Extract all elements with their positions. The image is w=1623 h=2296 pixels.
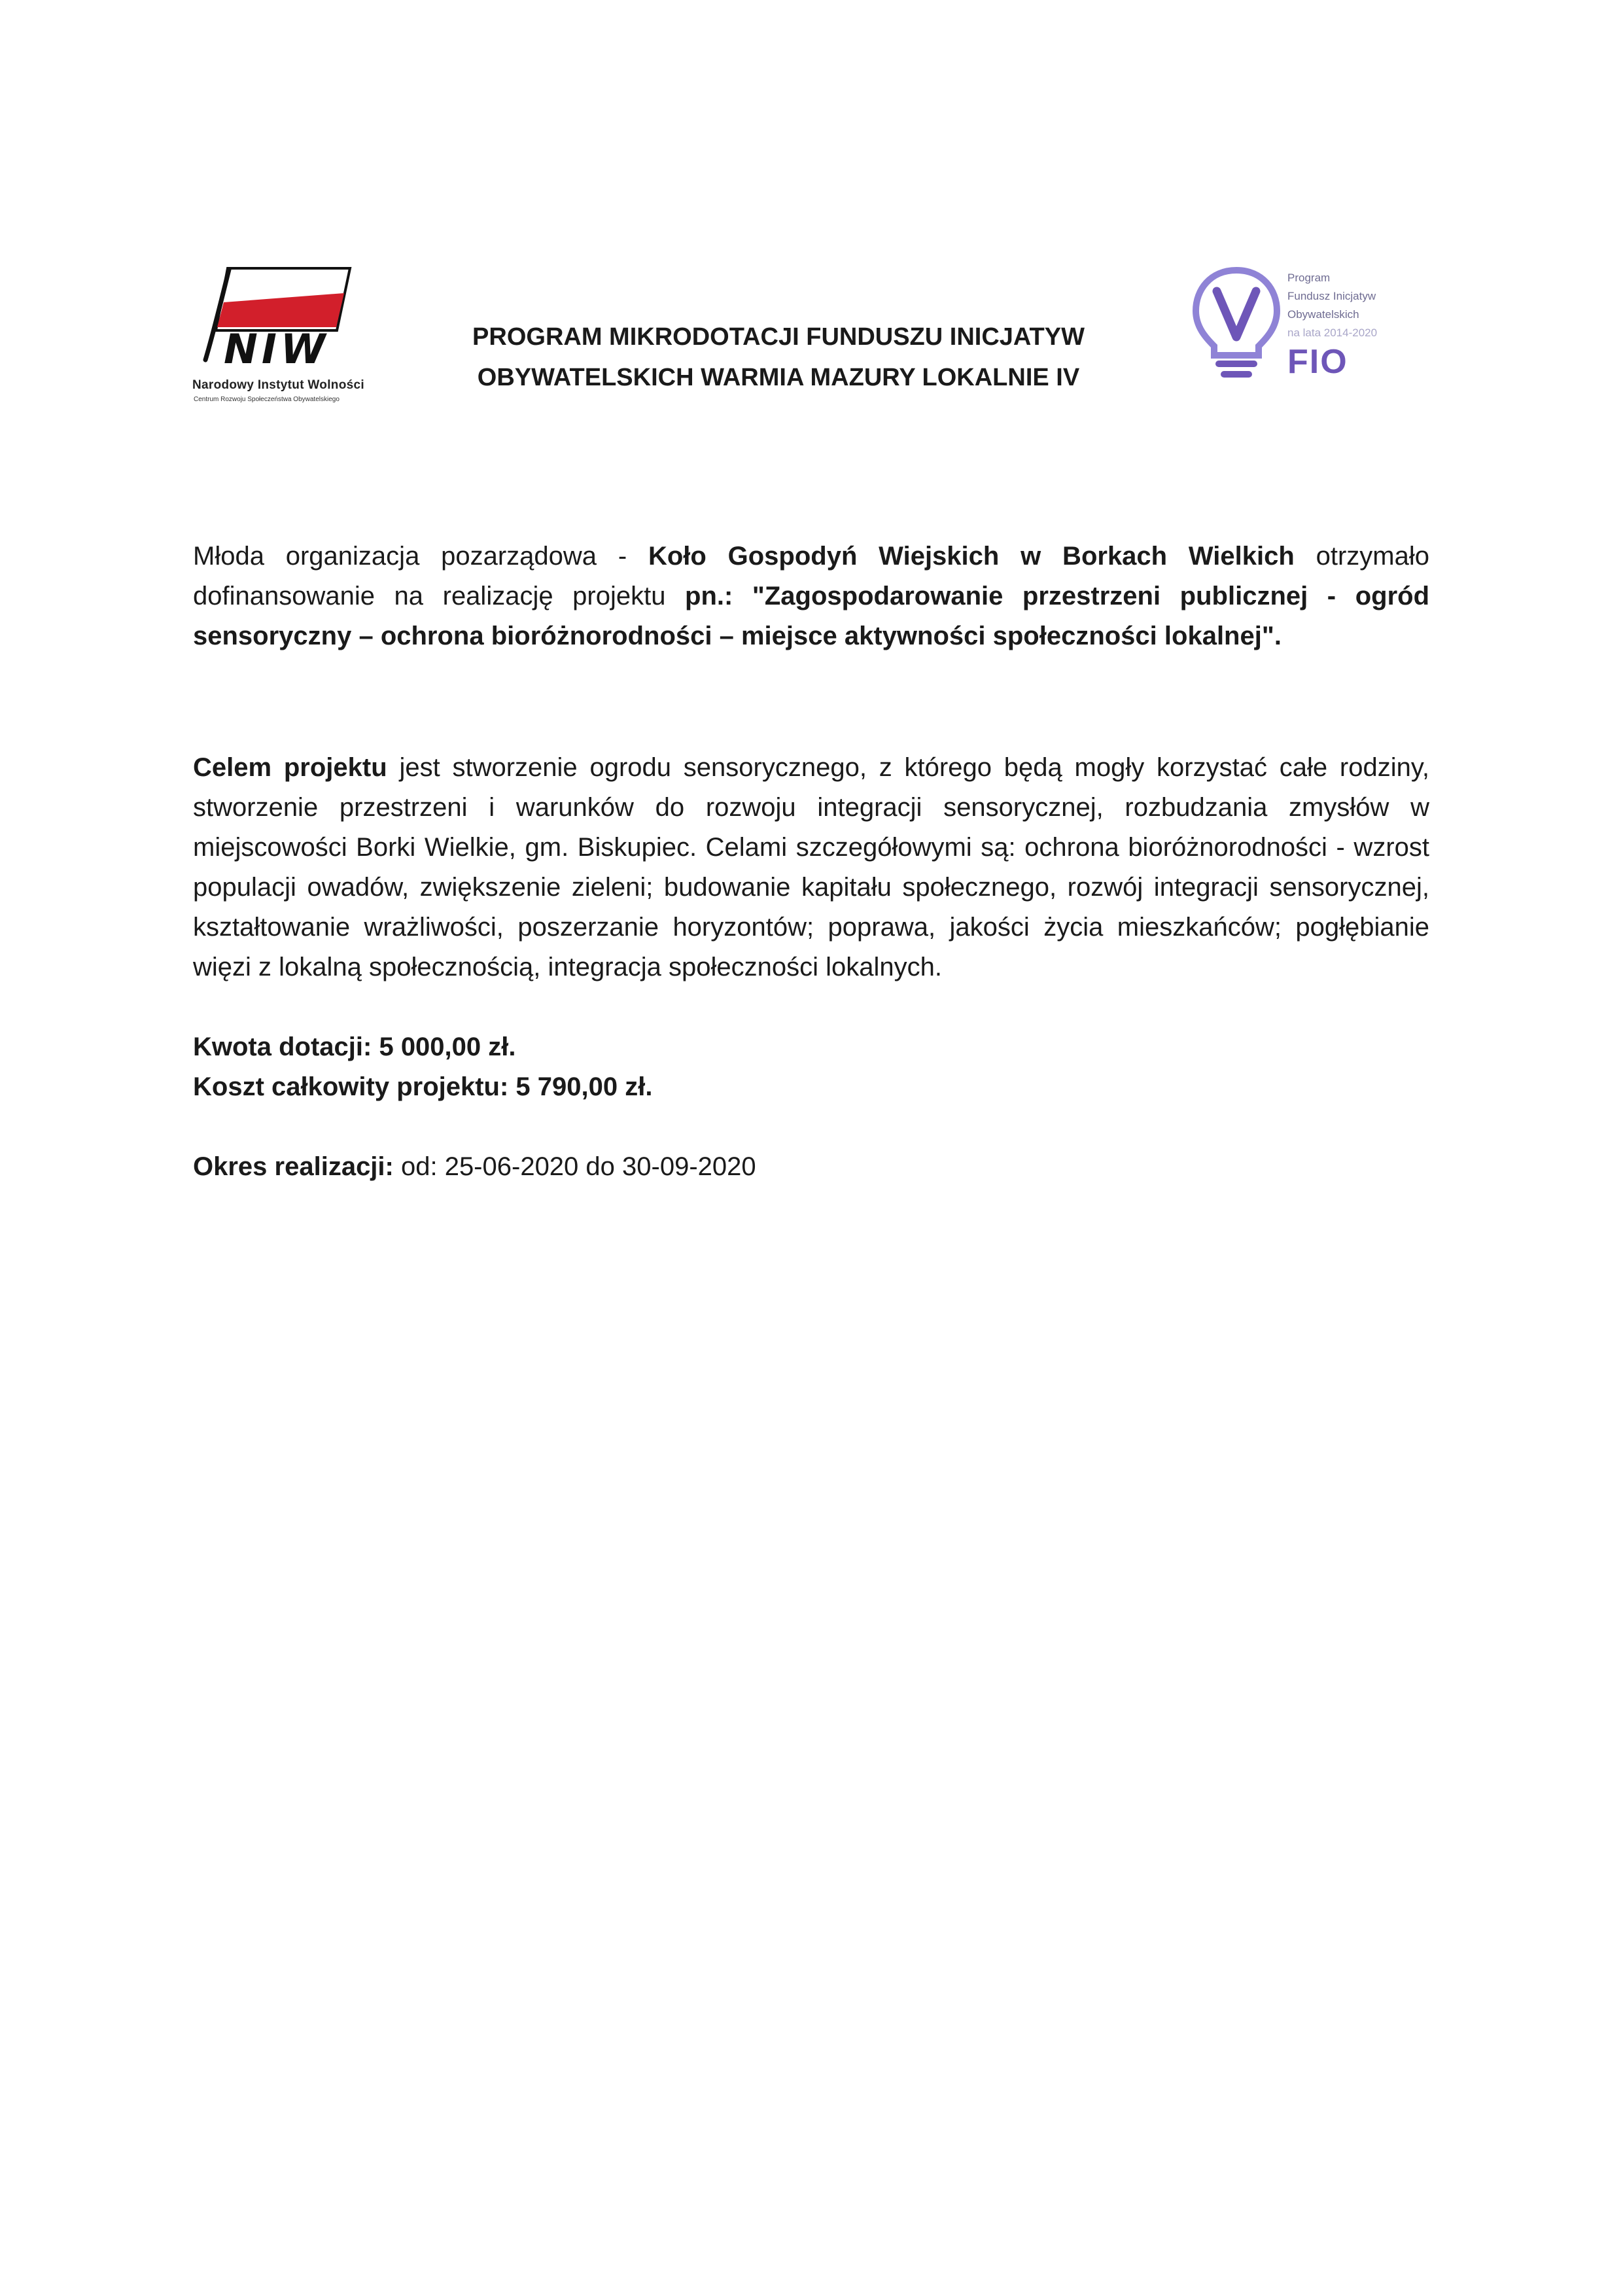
fio-lightbulb-logo-icon — [1191, 265, 1282, 383]
fio-line-2: Fundusz Inicjatyw — [1287, 290, 1376, 302]
grant-amount: Kwota dotacji: 5 000,00 zł. — [193, 1033, 516, 1061]
page-title-line-1: PROGRAM MIKRODOTACJI FUNDUSZU INICJATYW — [472, 323, 1085, 351]
goal-paragraph — [193, 748, 1429, 987]
period-label: Okres realizacji: — [193, 1152, 394, 1181]
niw-logo — [190, 262, 386, 412]
fio-mark: FIO — [1287, 343, 1348, 381]
project-title: pn.: "Zagospodarowanie przestrzeni publicznej - ogród sensoryczny – ochrona bioróżnorodności – miejsce aktywności społeczności lokalnej". — [193, 582, 1429, 650]
fio-line-3: Obywatelskich — [1287, 308, 1359, 321]
page-title-line-2: OBYWATELSKICH WARMIA MAZURY LOKALNIE IV — [477, 364, 1080, 391]
fio-text — [1287, 269, 1377, 342]
intro-paragraph — [193, 537, 1429, 656]
document-body — [193, 537, 1429, 1187]
goal-text: jest stworzenie ogrodu sensorycznego, z którego będą mogły korzystać całe rodziny, stworzenie przestrzeni i warunków do rozwoju integracji sensorycznej, rozbudzania zmysłów w miejscowości Borki Wielkie, gm. Biskupiec. Celami szczegółowymi są: ochrona bioróżnorodności - wzrost populacji owadów, zwiększenie zieleni; budowanie kapitału społecznego, rozwój integracji sensorycznej, kształtowanie wrażliwości, poszerzanie horyzontów; poprawa, jakości życia mieszkańców; pogłębianie więzi z lokalną społecznością, integracja społeczności lokalnych. — [193, 753, 1430, 981]
organization-name: Koło Gospodyń Wiejskich w Borkach Wielkich — [648, 542, 1295, 571]
niw-flag-logo-icon — [190, 262, 386, 376]
spacer — [193, 656, 1429, 748]
intro-text-1: Młoda organizacja pozarządowa - — [193, 542, 648, 571]
niw-mark: NIW — [224, 325, 330, 373]
fio-logo — [1191, 265, 1413, 389]
total-cost: Koszt całkowity projektu: 5 790,00 zł. — [193, 1072, 653, 1101]
page-title — [419, 317, 1138, 398]
niw-caption: Narodowy Instytut Wolności — [192, 378, 364, 392]
niw-subcaption: Centrum Rozwoju Społeczeństwa Obywatelskiego — [194, 396, 340, 403]
period-value: od: 25-06-2020 do 30-09-2020 — [393, 1152, 756, 1181]
spacer — [193, 987, 1429, 1027]
fio-line-1: Program — [1287, 272, 1331, 284]
spacer — [193, 1107, 1429, 1147]
period-line — [193, 1147, 1429, 1187]
fio-line-4: na lata 2014-2020 — [1287, 327, 1378, 339]
intro-text-2: otrzymało dofinansowanie na realizację projektu — [193, 542, 1430, 610]
goal-label: Celem projektu — [193, 753, 387, 782]
funding-block — [193, 1027, 1429, 1107]
